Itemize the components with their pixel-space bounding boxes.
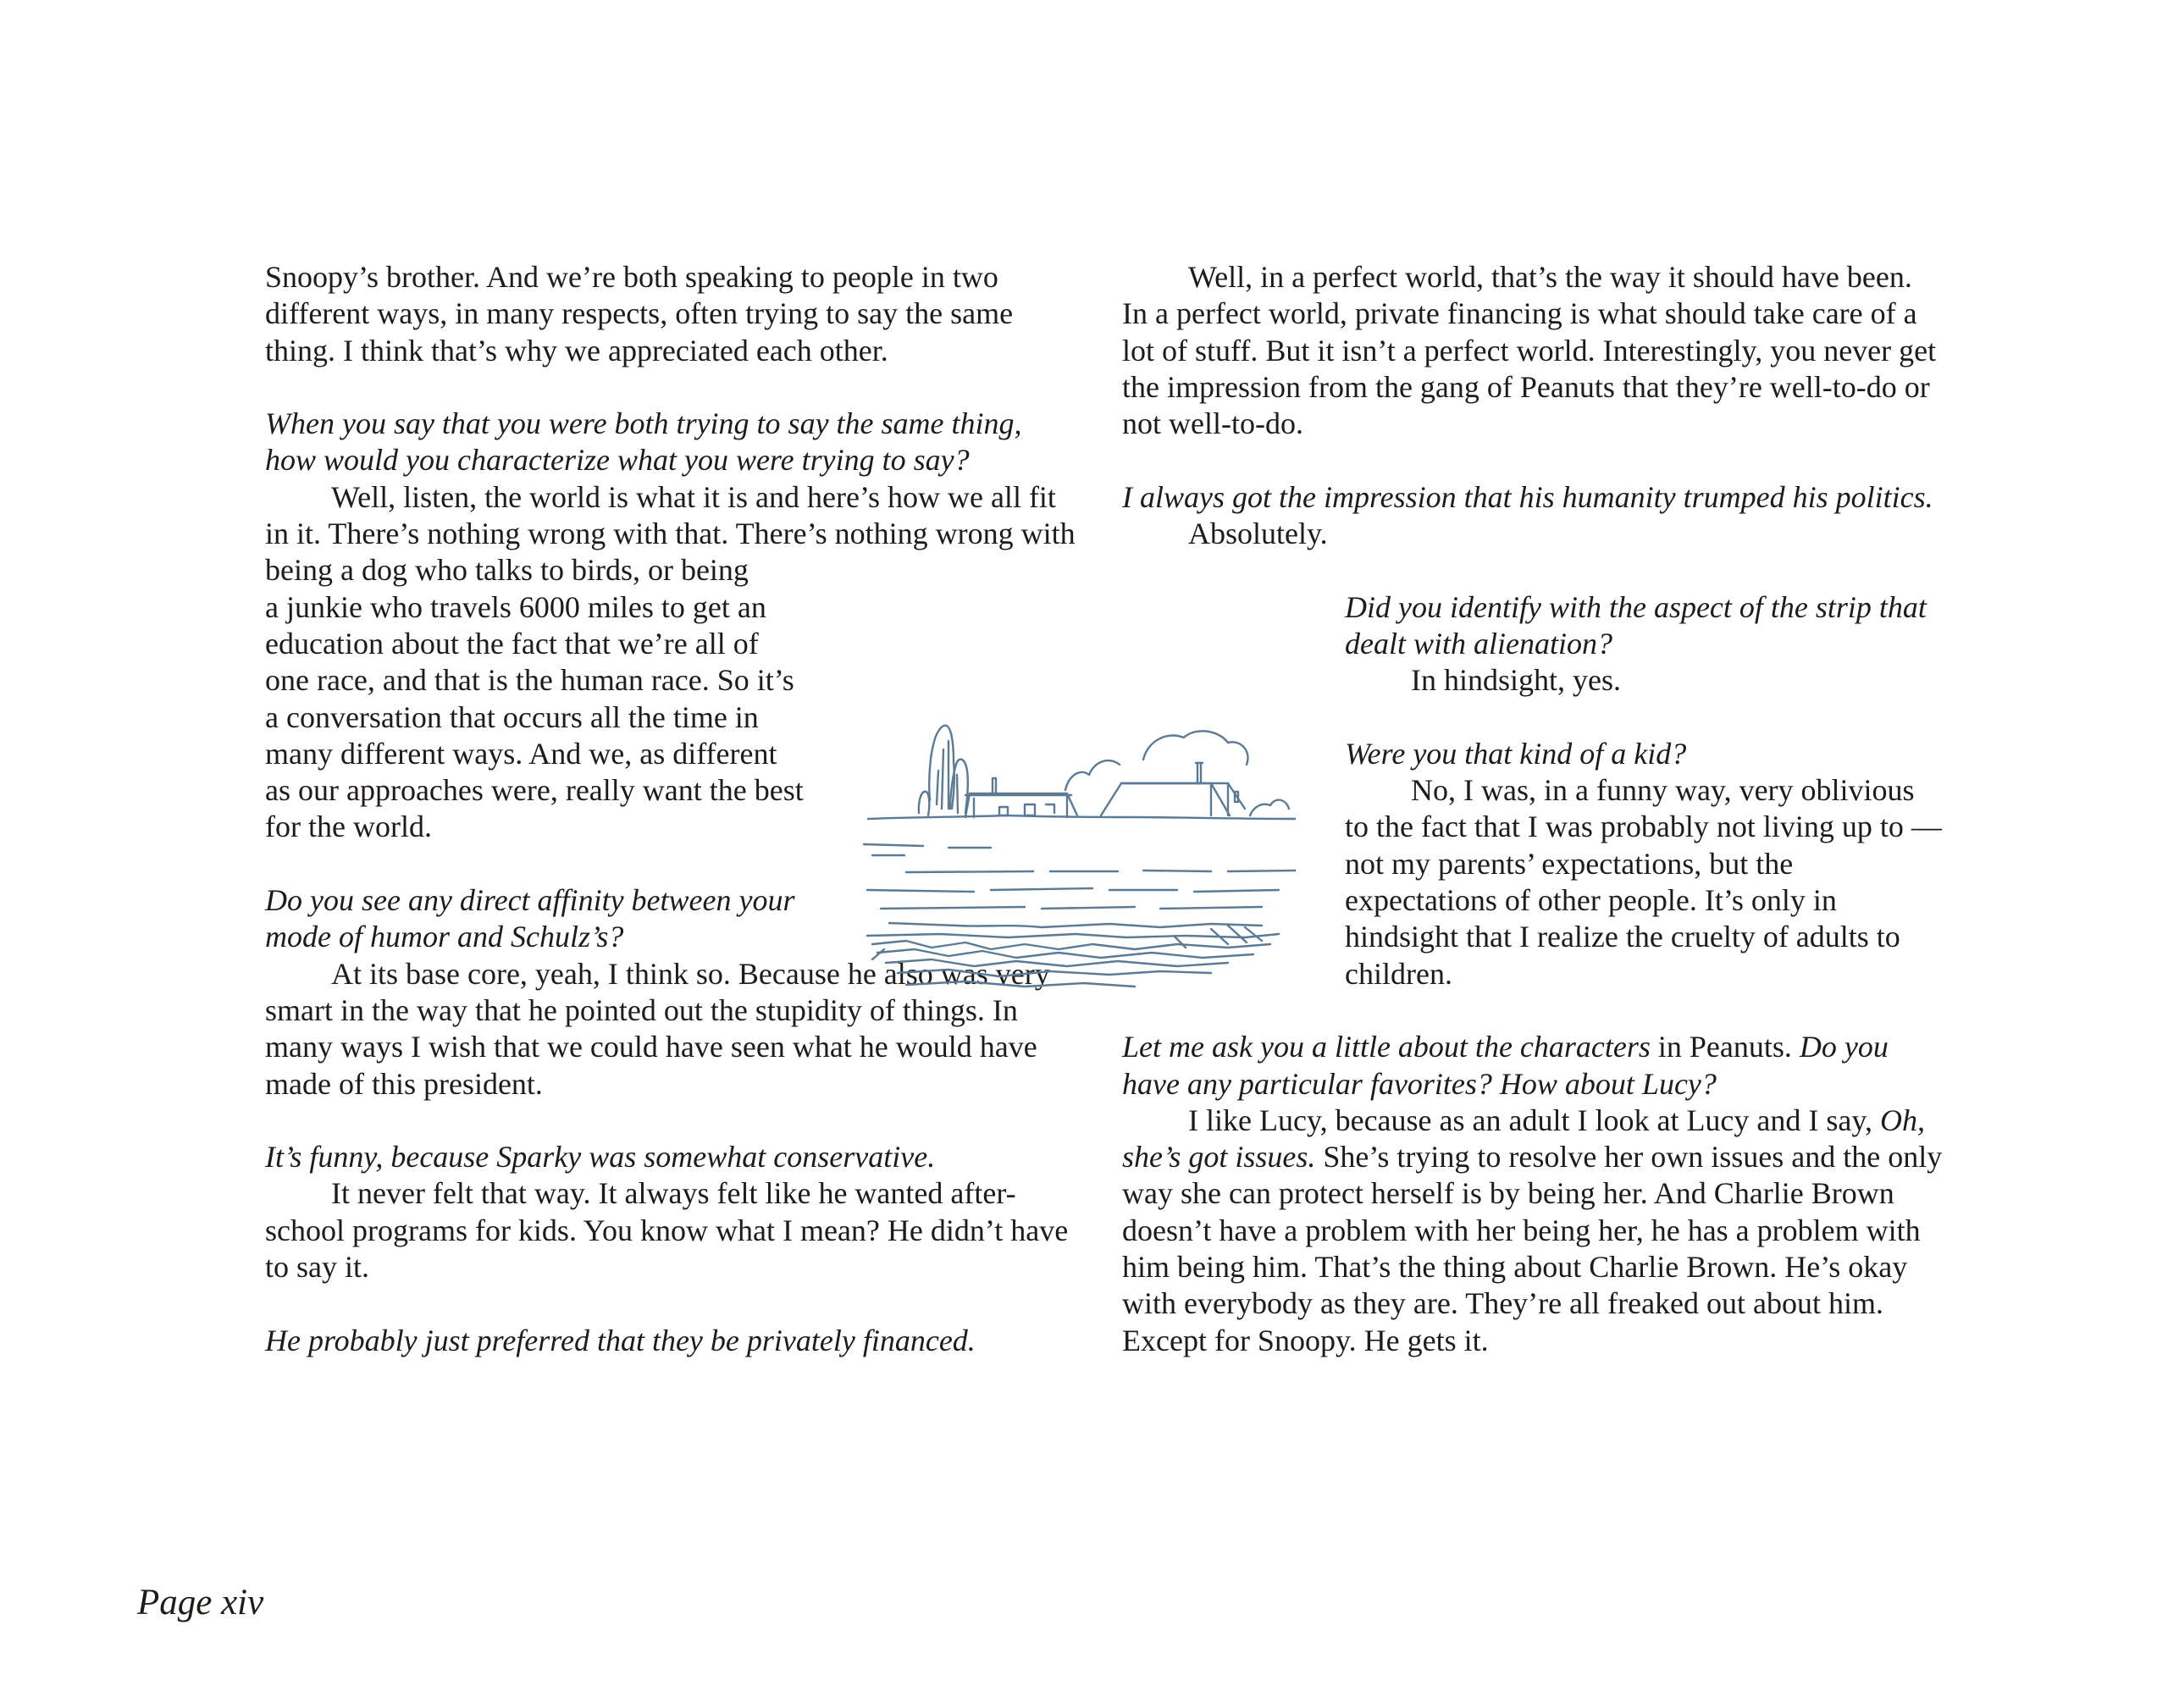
interview-question: I always got the impression that his humanity trumped his politics. <box>1122 479 1933 514</box>
paragraph-answer <box>1122 1103 1944 1359</box>
interview-question: Do you see any direct affinity between your mode of humor and Schulz’s? <box>265 883 795 954</box>
paragraph-answer: Well, in a perfect world, that’s the way it should have been. In a perfect world, private financing is what should take care of a lot of stuff. But it isn’t a perfect world. Interestingly, you never get the impression from the gang of Peanuts that they’re well-to-do or not well-to-do. <box>1122 260 1937 441</box>
paragraph-answer: No, I was, in a funny way, very oblivious to the fact that I was probably not living up to — not my parents’ expectations, but the expectations of other people. It’s only in hindsight that I realize the cruelty of adults to children. <box>1345 773 1942 991</box>
paragraph-answer: It never felt that way. It always felt like he wanted after-school programs for kids. You know what I mean? He didn’t have to say it. <box>265 1176 1069 1285</box>
question-text: Do you have any particular favorites? How about Lucy? <box>1122 1030 1889 1101</box>
indented-block <box>1345 589 1944 992</box>
interview-question <box>1122 1029 1944 1103</box>
interview-question: Were you that kind of a kid? <box>1345 736 1687 771</box>
interview-question: It’s funny, because Sparky was somewhat conservative. <box>265 1140 936 1175</box>
answer-emphasis: Oh, she’s got issues. <box>1122 1103 1926 1175</box>
interview-question: When you say that you were both trying to say the same thing, how would you characterize what you were trying to say? <box>265 406 1022 478</box>
paragraph-answer: In hindsight, yes. <box>1411 663 1621 698</box>
paragraph-answer-continued: a junkie who travels 6000 miles to get an education about the fact that we’re all of one race, and that is the human race. So it’s a conversation that occurs all the time in many different ways. And we, as different as our approaches were, really want the best for the world. <box>265 589 804 844</box>
answer-text: I like Lucy, because as an adult I look at Lucy and I say, <box>1188 1103 1881 1137</box>
question-text: Let me ask you a little about the characters <box>1122 1030 1651 1064</box>
farmhouse-landscape-icon <box>855 690 1296 1012</box>
interview-question: He probably just preferred that they be privately financed. <box>265 1323 976 1357</box>
paragraph-answer: Well, listen, the world is what it is and here’s how we all fit in it. There’s nothing wrong with that. There’s nothing wrong with being a dog who talks to birds, or being <box>265 479 1076 588</box>
paragraph-answer: Snoopy’s brother. And we’re both speaking to people in two different ways, in many respects, often trying to say the same thing. I think that’s why we appreciated each other. <box>265 260 1014 368</box>
interview-question: Did you identify with the aspect of the strip that dealt with alienation? <box>1345 589 1927 661</box>
paragraph-answer: Absolutely. <box>1188 517 1328 551</box>
answer-text: She’s trying to resolve her own issues and the only way she can protect herself is by being her. And Charlie Brown doesn’t have a problem with her being her, he has a problem with him being him. That’s the thing about Charlie Brown. He’s okay with everybody as they are. They’re all freaked out about him. Except for Snoopy. He gets it. <box>1122 1140 1943 1357</box>
question-text-upright: in Peanuts. <box>1650 1030 1800 1064</box>
paragraph-answer: At its base core, yeah, I think so. Because he also was very smart in the way that he pointed out the stupidity of things. In many ways I wish that we could have seen what he would have made of this president. <box>265 956 1050 1101</box>
page-number: Page xiv <box>137 1583 264 1622</box>
